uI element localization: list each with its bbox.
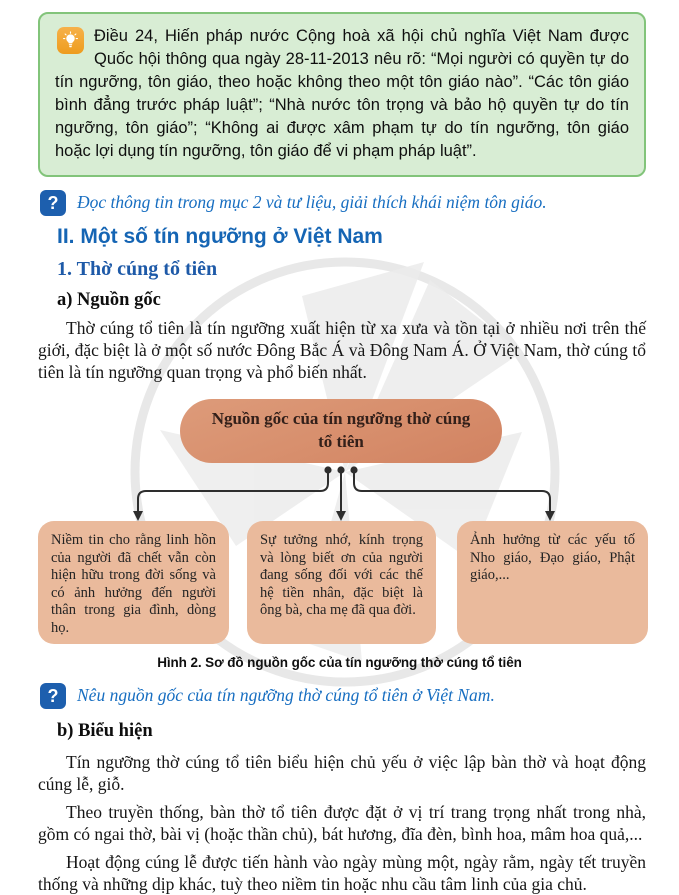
diagram-child-remembrance: Sự tưởng nhớ, kính trọng và lòng biết ơn của người đang sống đối với các thế hệ tiền nhân, đặc biệt là ông bà, cha mẹ đã qua đời. — [247, 521, 436, 644]
info-box — [38, 12, 646, 177]
subsection-heading: 1. Thờ cúng tổ tiên — [57, 258, 218, 280]
diagram-child-belief: Niềm tin cho rằng linh hồn của người đã chết vẫn còn hiện hữu trong đời sống và có ảnh hưởng đến người thân trong gia đình, dòng họ. — [38, 521, 229, 644]
question-row-2 — [40, 683, 649, 709]
paragraph-expression-2: Theo truyền thống, bàn thờ tổ tiên được đặt ở vị trí trang trọng nhất trong nhà, gồm có ngai thờ, bài vị (hoặc thần chủ), bát hương, đĩa đèn, bình hoa, mâm hoa quả,... — [38, 802, 646, 844]
part-b-heading: b) Biểu hiện — [57, 721, 153, 741]
question-text: Nêu nguồn gốc của tín ngưỡng thờ cúng tổ tiên ở Việt Nam. — [77, 685, 495, 705]
diagram-root-node: Nguồn gốc của tín ngưỡng thờ cúng tổ tiên — [180, 399, 502, 463]
info-box-text: Điều 24, Hiến pháp nước Cộng hoà xã hội chủ nghĩa Việt Nam được Quốc hội thông qua ngày 28-11-2013 nêu rõ: “Mọi người có quyền tự do tín ngưỡng, tôn giáo, theo hoặc không theo một tôn giáo nào”. “Các tôn giáo bình đẳng trước pháp luật”; “Nhà nước tôn trọng và bảo hộ quyền tự do tín ngưỡng, tôn giáo”; “Không ai được xâm phạm tự do tín ngưỡng, tôn giáo hoặc lợi dụng tín ngưỡng, tôn giáo để vi phạm pháp luật”. — [55, 27, 629, 160]
figure-caption: Hình 2. Sơ đồ nguồn gốc của tín ngưỡng thờ cúng tổ tiên — [157, 655, 522, 670]
question-mark-icon: ? — [40, 683, 66, 709]
question-text: Đọc thông tin trong mục 2 và tư liệu, giải thích khái niệm tôn giáo. — [77, 192, 547, 212]
paragraph-expression-3: Hoạt động cúng lễ được tiến hành vào ngày mùng một, ngày rằm, ngày tết truyền thống và những dịp khác, tuỳ theo niềm tin hoặc nhu cầu tâm linh của gia chủ. — [38, 852, 646, 894]
paragraph-origin: Thờ cúng tổ tiên là tín ngưỡng xuất hiện từ xa xưa và tồn tại ở nhiều nơi trên thế giới, đặc biệt là ở một số nước Đông Bắc Á và Đông Nam Á. Ở Việt Nam, thờ cúng tổ tiên là tín ngưỡng quan trọng và phổ biến nhất. — [38, 318, 646, 382]
diagram-child-influence: Ảnh hưởng từ các yếu tố Nho giáo, Đạo giáo, Phật giáo,... — [457, 521, 648, 644]
part-a-heading: a) Nguồn gốc — [57, 290, 161, 310]
question-mark-icon: ? — [40, 190, 66, 216]
question-row-1 — [40, 190, 649, 216]
origin-diagram — [0, 393, 679, 651]
lightbulb-icon — [57, 27, 84, 54]
section-heading: II. Một số tín ngưỡng ở Việt Nam — [57, 225, 383, 248]
paragraph-expression-1: Tín ngưỡng thờ cúng tổ tiên biểu hiện chủ yếu ở việc lập bàn thờ và hoạt động cúng lễ, giỗ. — [38, 752, 646, 794]
